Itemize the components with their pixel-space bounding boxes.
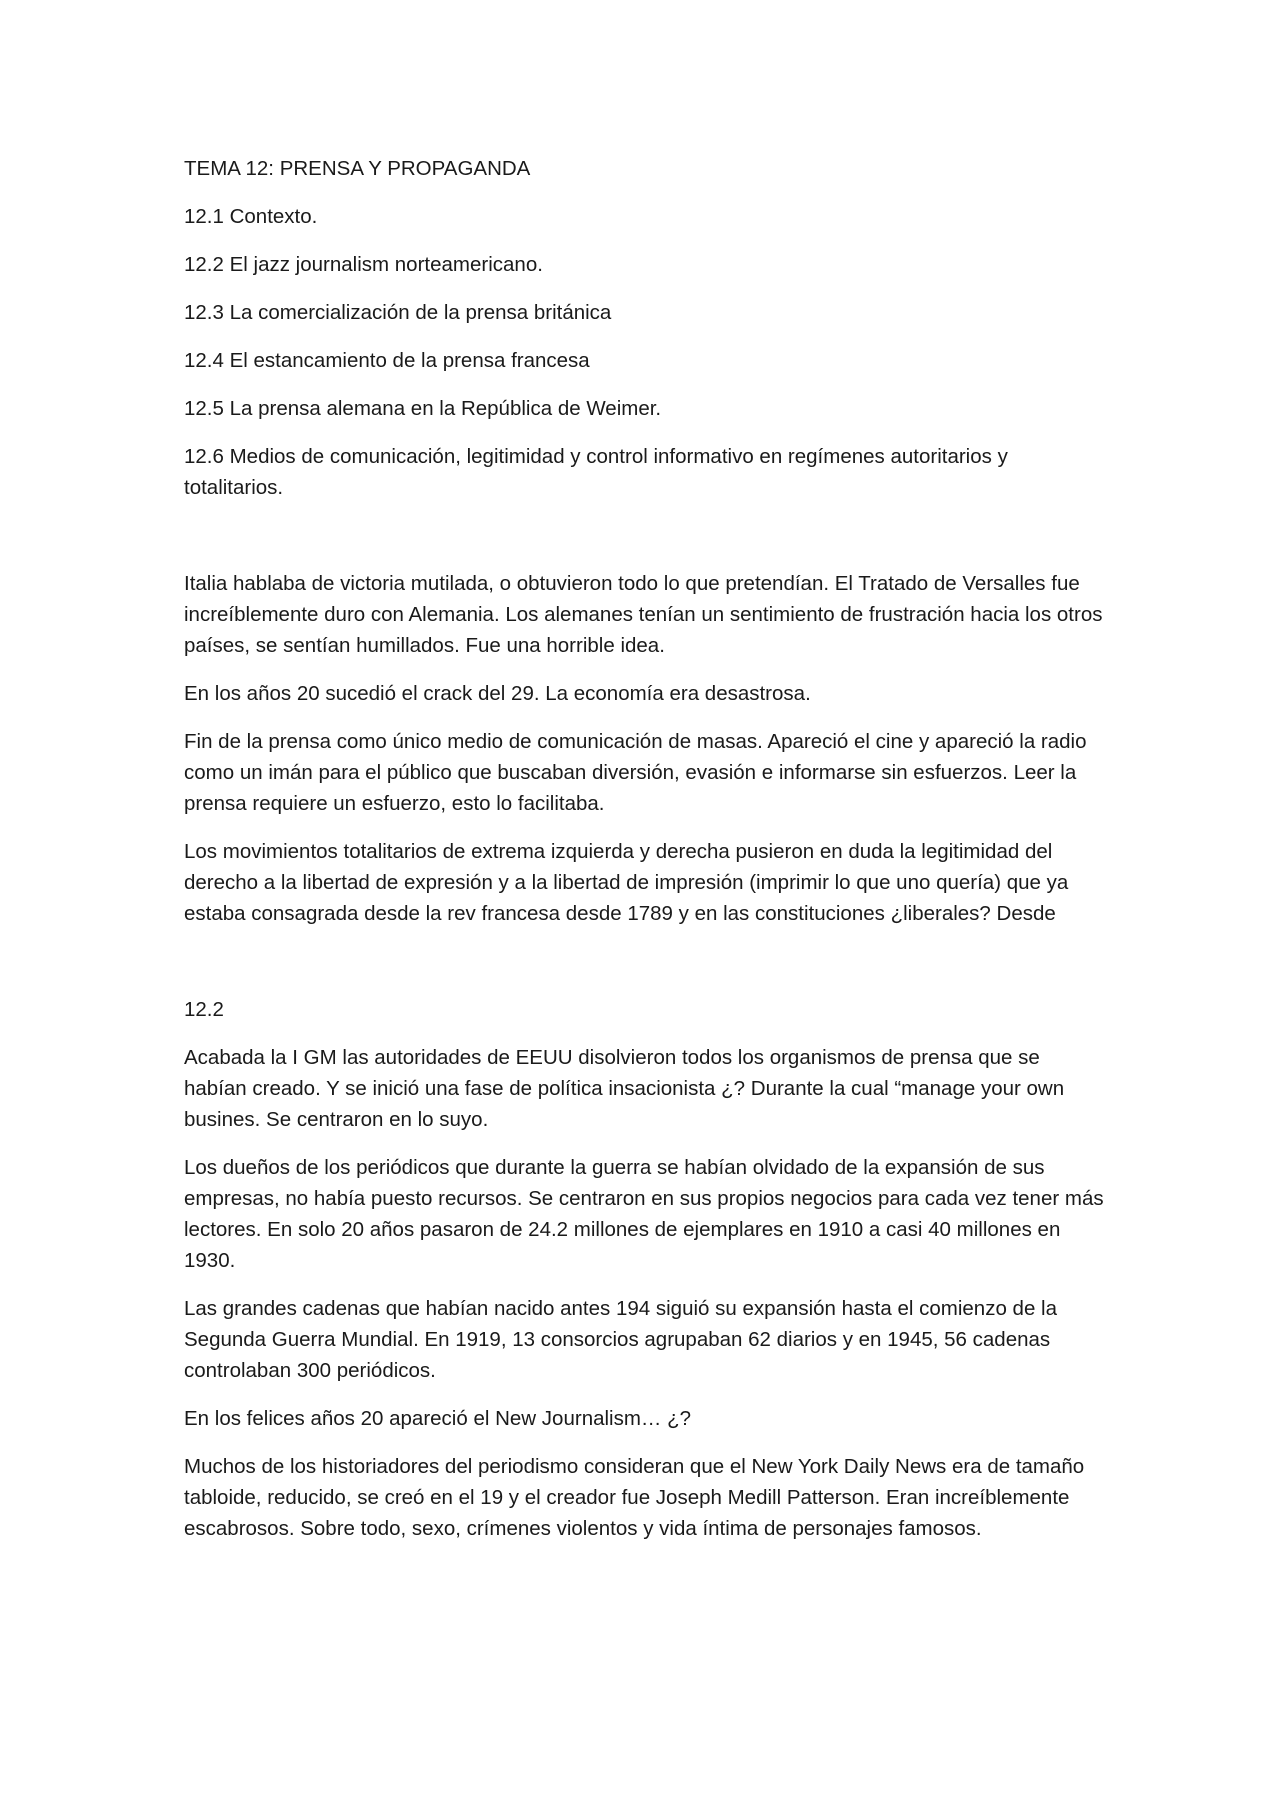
- document-title: TEMA 12: PRENSA Y PROPAGANDA: [184, 157, 531, 180]
- blank-line: [184, 520, 1104, 568]
- paragraph: En los años 20 sucedió el crack del 29. La economía era desastrosa.: [184, 682, 811, 705]
- paragraph: Las grandes cadenas que habían nacido antes 194 siguió su expansión hasta el comienzo de la Segunda Guerra Mundial. En 1919, 13 consorcios agrupaban 62 diarios y en 1945, 56 cadenas controlaban 300 periódicos.: [184, 1297, 1058, 1382]
- toc-item: 12.6 Medios de comunicación, legitimidad y control informativo en regímenes autoritarios y totalitarios.: [184, 445, 1008, 499]
- paragraph: Italia hablaba de victoria mutilada, o obtuvieron todo lo que pretendían. El Tratado de Versalles fue increíblemente duro con Alemania. Los alemanes tenían un sentimiento de frustración hacia los otros países, se sentían humillados. Fue una horrible idea.: [184, 572, 1103, 657]
- section-heading: 12.2: [184, 998, 224, 1021]
- paragraph: Los dueños de los periódicos que durante la guerra se habían olvidado de la expansión de sus empresas, no había puesto recursos. Se centraron en sus propios negocios para cada vez tener más lectores. En solo 20 años pasaron de 24.2 millones de ejemplares en 1910 a casi 40 millones en 1930.: [184, 1156, 1104, 1272]
- document-body: [184, 153, 1104, 1561]
- toc-item: 12.4 El estancamiento de la prensa francesa: [184, 349, 590, 372]
- paragraph: En los felices años 20 apareció el New Journalism… ¿?: [184, 1407, 692, 1430]
- paragraph: Fin de la prensa como único medio de comunicación de masas. Apareció el cine y apareció la radio como un imán para el público que buscaban diversión, evasión e informarse sin esfuerzos. Leer la prensa requiere un esfuerzo, esto lo facilitaba.: [184, 730, 1087, 815]
- paragraph: Acabada la I GM las autoridades de EEUU disolvieron todos los organismos de prensa que se habían creado. Y se inició una fase de política insacionista ¿? Durante la cual “manage your own busines. Se centraron en lo suyo.: [184, 1046, 1065, 1131]
- paragraph: Los movimientos totalitarios de extrema izquierda y derecha pusieron en duda la legitimidad del derecho a la libertad de expresión y a la libertad de impresión (imprimir lo que uno quería) que ya estaba consagrada desde la rev francesa desde 1789 y en las constituciones ¿liberales? Desde: [184, 840, 1069, 925]
- toc-item: 12.3 La comercialización de la prensa británica: [184, 301, 612, 324]
- paragraph: Muchos de los historiadores del periodismo consideran que el New York Daily News era de tamaño tabloide, reducido, se creó en el 19 y el creador fue Joseph Medill Patterson. Eran increíblemente escabrosos. Sobre todo, sexo, crímenes violentos y vida íntima de personajes famosos.: [184, 1455, 1085, 1540]
- blank-line: [184, 946, 1104, 994]
- toc-item: 12.1 Contexto.: [184, 205, 318, 228]
- toc-item: 12.5 La prensa alemana en la República de Weimer.: [184, 397, 662, 420]
- toc-item: 12.2 El jazz journalism norteamericano.: [184, 253, 543, 276]
